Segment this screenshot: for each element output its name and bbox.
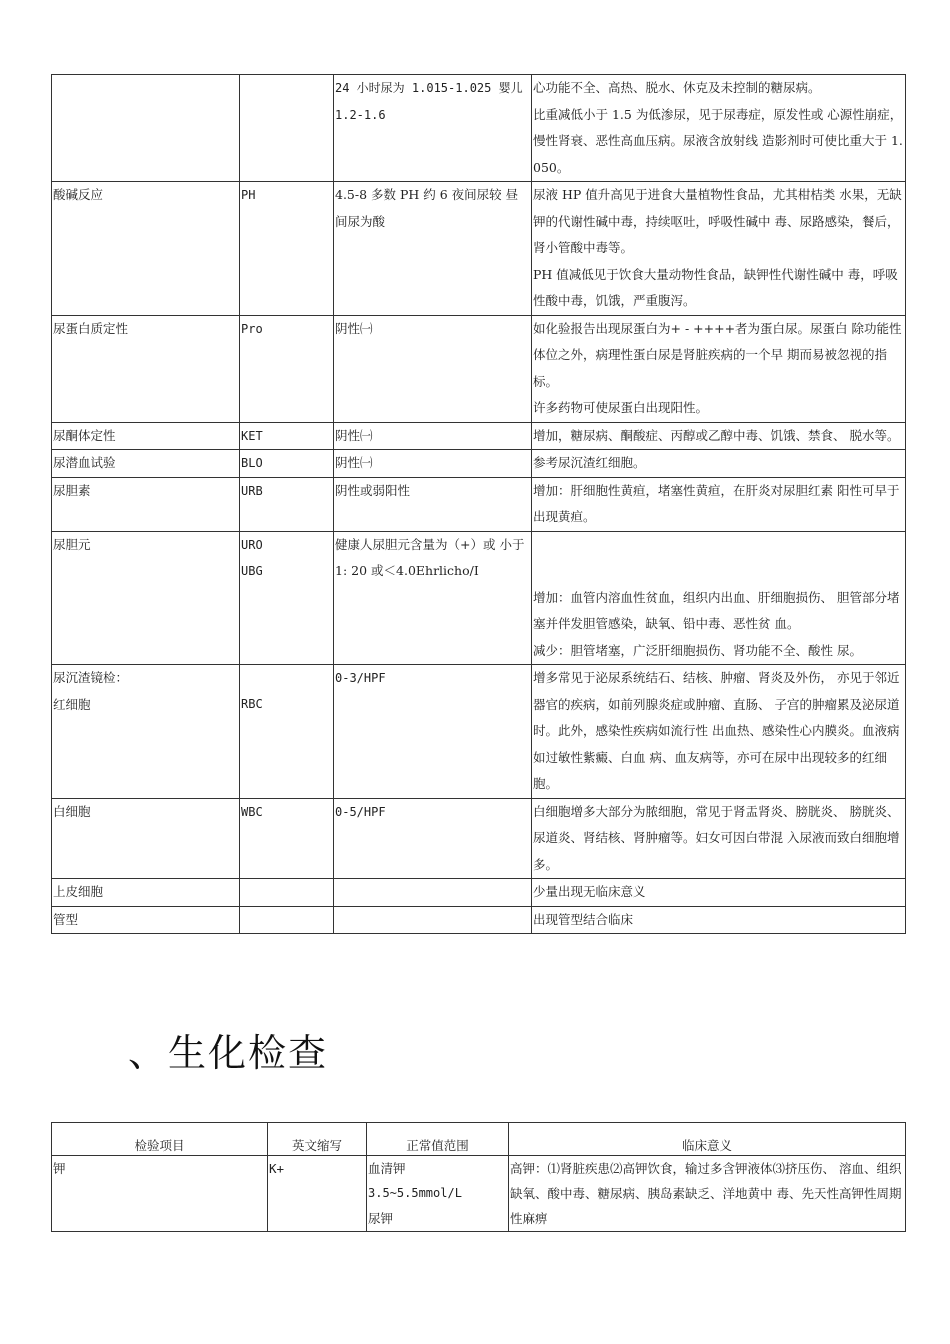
- normal-line: 3.5~5.5mmol/L: [368, 1186, 462, 1200]
- meaning-line: 尿液 HP 值升高见于进食大量植物性食品，尤其柑桔类 水果，无缺钾的代谢性碱中毒，持续呕吐，呼吸性碱中 毒、尿路感染，餐后，肾小管酸中毒等。: [533, 187, 902, 255]
- item-abbr: KET: [240, 422, 334, 450]
- meaning-line: PH 值减低见于饮食大量动物性食品，缺钾性代谢性碱中 毒，呼吸性酸中毒，饥饿，严重腹泻。: [533, 266, 898, 308]
- table-row: [52, 879, 906, 907]
- column-header: 正常值范围: [367, 1123, 509, 1156]
- item-abbr: PH: [240, 182, 334, 316]
- table-row: [52, 422, 906, 450]
- table-row: [52, 531, 906, 665]
- item-name: 尿胆素: [52, 477, 240, 531]
- item-meaning: [532, 182, 906, 316]
- item-name: 上皮细胞: [52, 879, 240, 907]
- item-meaning: [532, 879, 906, 907]
- meaning-line: 少量出现无临床意义: [533, 884, 646, 899]
- table-row: [52, 906, 906, 934]
- table-row: [52, 75, 906, 182]
- item-normal: [334, 879, 532, 907]
- meaning-line: 出现管型结合临床: [533, 911, 634, 927]
- meaning-line: 减少：胆管堵塞，广泛肝细胞损伤、肾功能不全、酸性 尿。: [533, 642, 862, 658]
- meaning-line: 心功能不全、高热、脱水、休克及未控制的糖尿病。: [533, 80, 821, 95]
- column-header: 检验项目: [52, 1123, 268, 1156]
- meaning-line: 如化验报告出现尿蛋白为+ - ++++者为蛋白尿。尿蛋白 除功能性体位之外，病理性蛋白尿是肾脏疾病的一个早 期而易被忽视的指标。: [533, 320, 902, 389]
- item-normal: [334, 906, 532, 934]
- item-name: [52, 665, 240, 799]
- urine-test-table: [51, 74, 906, 934]
- item-meaning: [532, 450, 906, 478]
- item-meaning: [532, 75, 906, 182]
- item-name: [52, 75, 240, 182]
- meaning-line: 增加，糖尿病、酮酸症、丙醇或乙醇中毒、饥饿、禁食、 脱水等。: [533, 427, 900, 443]
- item-normal: 阴性㈠: [334, 450, 532, 478]
- item-abbr: [240, 75, 334, 182]
- table-row: [52, 665, 906, 799]
- item-meaning: [532, 665, 906, 799]
- item-abbr: Pro: [240, 315, 334, 422]
- abbr-line: URO: [241, 537, 263, 552]
- item-normal: 0-3/HPF: [334, 665, 532, 799]
- item-meaning: [532, 477, 906, 531]
- table-row: [52, 798, 906, 879]
- meaning-line: 增多常见于泌尿系统结石、结核、肿瘤、肾炎及外伤， 亦见于邻近器官的疾病，如前列腺炎症或肿瘤、直肠、 子宫的肿瘤累及泌尿道时。此外，感染性疾病如流行性 出血热、感染性心内膜炎。血液病如过敏性紫癜、白血 病、血友病等，亦可在尿中出现较多的红细胞。: [533, 670, 900, 791]
- item-normal: 阴性㈠: [334, 422, 532, 450]
- item-abbr: RBC: [240, 665, 334, 799]
- table-header-row: [52, 1123, 906, 1156]
- item-meaning: [532, 798, 906, 879]
- column-header: 临床意义: [509, 1123, 906, 1156]
- item-name: 尿蛋白质定性: [52, 315, 240, 422]
- meaning-line: 比重减低小于 1.5 为低渗尿，见于尿毒症，原发性或 心源性崩症，慢性肾衰、恶性高血压病。尿液含放射线 造影剂时可使比重大于 1.050。: [533, 106, 903, 175]
- meaning-line: 白细胞增多大部分为脓细胞，常见于肾盂肾炎、膀胱炎、 膀胱炎、尿道炎、肾结核、肾肿瘤等。妇女可因白带混 入尿液而致白细胞增多。: [533, 803, 900, 872]
- item-name: 酸碱反应: [52, 182, 240, 316]
- item-abbr: K+: [268, 1156, 367, 1232]
- item-meaning: [532, 315, 906, 422]
- table-row: [52, 315, 906, 422]
- item-normal: 阴性或弱阳性: [334, 477, 532, 531]
- item-name: 尿潜血试验: [52, 450, 240, 478]
- item-normal: 24 小时尿为 1.015-1.025 婴儿 1.2-1.6: [334, 75, 532, 182]
- item-name: 尿酮体定性: [52, 422, 240, 450]
- name-line: 尿沉渣镜检：: [53, 670, 129, 685]
- item-name: 钾: [52, 1156, 268, 1232]
- meaning-line: 增加：血管内溶血性贫血，组织内出血、肝细胞损伤、 胆管部分堵塞并伴发胆管感染，缺氧、铅中毒、恶性贫 血。: [533, 589, 900, 631]
- blank-spacer: [533, 532, 904, 585]
- table-row: [52, 450, 906, 478]
- name-line: 红细胞: [53, 696, 91, 712]
- column-header: 英文缩写: [268, 1123, 367, 1156]
- item-abbr: BLO: [240, 450, 334, 478]
- item-normal: 阴性㈠: [334, 315, 532, 422]
- item-normal: 健康人尿胆元含量为（+）或 小于 1: 20 或＜4.0Ehrlicho/I: [334, 531, 532, 665]
- table-row: [52, 1156, 906, 1232]
- item-meaning: 高钾：⑴肾脏疾患⑵高钾饮食，输过多含钾液体⑶挤压伤、 溶血、组织缺氧、酸中毒、糖尿病、胰岛素缺乏、洋地黄中 毒、先天性高钾性周期性麻痹: [509, 1156, 906, 1232]
- item-name: 尿胆元: [52, 531, 240, 665]
- meaning-line: 增加：肝细胞性黄疸，堵塞性黄疸，在肝炎对尿胆红素 阳性可早于出现黄疸。: [533, 482, 900, 524]
- section-title: 、生化检查: [128, 1031, 329, 1075]
- item-meaning: [532, 906, 906, 934]
- table-row: [52, 477, 906, 531]
- normal-line: 血清钾: [368, 1161, 406, 1176]
- item-abbr: WBC: [240, 798, 334, 879]
- biochem-table: [51, 1122, 906, 1232]
- item-abbr: [240, 879, 334, 907]
- item-normal: [367, 1156, 509, 1232]
- meaning-line: 许多药物可使尿蛋白出现阳性。: [533, 400, 709, 415]
- item-normal: 4.5-8 多数 PH 约 6 夜间尿较 昼间尿为酸: [334, 182, 532, 316]
- item-name: 白细胞: [52, 798, 240, 879]
- item-normal: 0-5/HPF: [334, 798, 532, 879]
- item-meaning: [532, 422, 906, 450]
- item-meaning: [532, 531, 906, 665]
- item-abbr: [240, 906, 334, 934]
- abbr-line: UBG: [241, 564, 263, 578]
- table-row: [52, 182, 906, 316]
- item-abbr: URB: [240, 477, 334, 531]
- item-abbr: [240, 531, 334, 665]
- meaning-line: 参考尿沉渣红细胞。: [533, 455, 646, 470]
- normal-line: 尿钾: [368, 1211, 394, 1226]
- item-name: 管型: [52, 906, 240, 934]
